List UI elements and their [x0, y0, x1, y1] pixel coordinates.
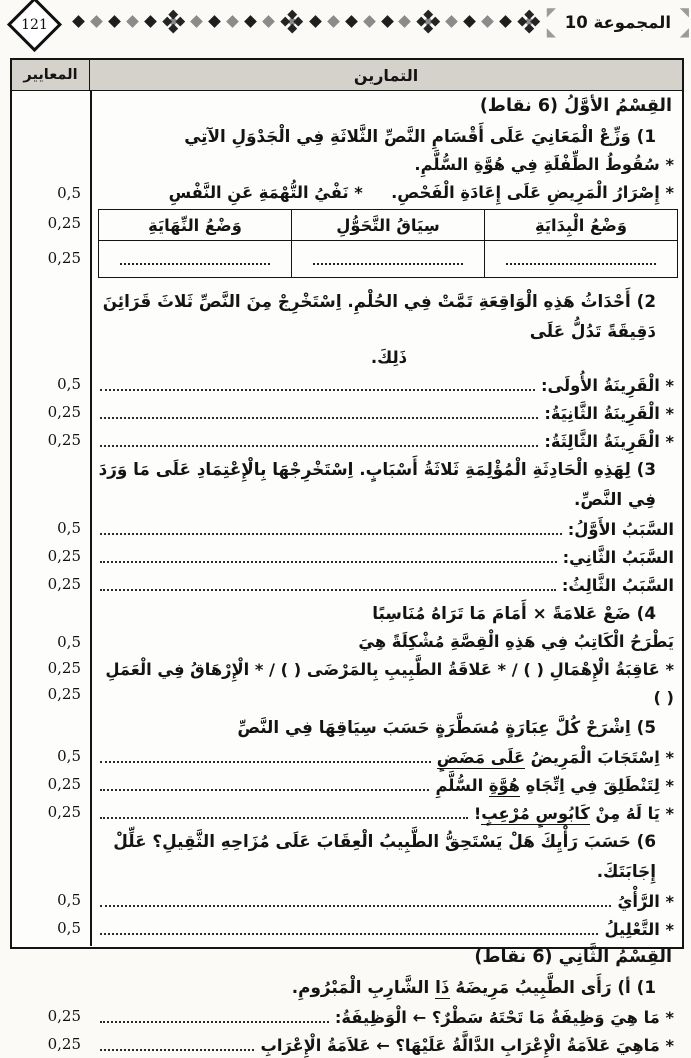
answer-dots	[100, 933, 598, 935]
exercise-line	[90, 742, 682, 770]
diamond-icon	[90, 15, 103, 28]
answer-table-column-header: وَضْعُ النِّهَايَةِ	[99, 210, 292, 241]
criteria-mark-cell	[12, 886, 90, 914]
text-segment: * التَّعْلِيلُ	[604, 920, 674, 939]
line-text	[414, 155, 674, 174]
exercise-line	[90, 286, 682, 346]
diamond-icon	[287, 23, 296, 32]
diamond-icon	[72, 15, 85, 28]
diamond-icon	[191, 15, 204, 28]
line-text	[437, 745, 674, 770]
exercise-line	[90, 1030, 682, 1058]
line-text	[562, 573, 674, 598]
diamond-icon	[381, 15, 394, 28]
text-segment: 6) حَسَبَ رَأْيِكَ هَلْ يَسْتَحِقُّ الطَّبِيبُ الْعِقَابَ عَلَى مُزَاحِهِ الثَّقِيلِ؟ عَلِّلْ إِجَابَتَكَ.	[113, 831, 656, 881]
line-text	[237, 717, 656, 737]
answer-dots	[100, 1021, 329, 1023]
line-text	[358, 632, 674, 651]
line-text	[169, 183, 674, 202]
mark-value: 0,25	[47, 403, 81, 421]
exercise-line	[90, 179, 682, 207]
answer-table-cell	[90, 207, 682, 286]
line-text	[372, 603, 656, 623]
diamond-icon	[424, 23, 433, 32]
criteria-mark-cell	[12, 370, 90, 398]
page-number-badge	[7, 0, 62, 52]
answer-table-header-row	[99, 210, 678, 241]
line-text	[371, 348, 407, 367]
criteria-mark-cell	[12, 972, 90, 1002]
mark-value: 0,25	[47, 249, 81, 267]
exercises-header: التمارين	[353, 65, 419, 85]
exercise-line	[90, 770, 682, 798]
criteria-mark-cell	[12, 628, 90, 656]
criteria-mark-cell	[12, 798, 90, 826]
diamond-icon	[287, 10, 296, 19]
diamond-icon	[399, 15, 412, 28]
diamond-icon	[531, 16, 540, 25]
diamond-icon	[281, 16, 290, 25]
criteria-mark-cell	[12, 121, 90, 151]
exercise-line	[90, 514, 682, 542]
exercise-line	[90, 598, 682, 628]
corner-triangle-icon: ◤	[546, 5, 557, 19]
answer-table-body-row	[99, 241, 678, 278]
exercise-line	[90, 91, 682, 121]
text-segment: ذَلِكَ.	[370, 348, 408, 367]
text-segment: السَّبَبُ الثَّانِي:	[562, 548, 674, 567]
criteria-mark-cell	[12, 346, 90, 370]
answer-dots	[100, 589, 556, 591]
text-segment: * سُقُوطُ الطِّفْلَةِ فِي هُوَّةِ السُّلَّمِ.	[414, 155, 674, 174]
answer-dots	[100, 1049, 254, 1051]
mark-value: 0,5	[57, 747, 81, 765]
exercise-line	[90, 454, 682, 514]
text-segment: السُّلَّمِ	[435, 776, 489, 795]
exercise-line	[90, 1002, 682, 1030]
underlined-phrase: هُوَّةِ	[488, 776, 520, 795]
answer-dots	[100, 445, 538, 447]
line-text	[474, 801, 674, 826]
diamond-icon	[226, 15, 239, 28]
line-text	[541, 373, 674, 398]
line-text	[105, 660, 674, 707]
text-segment: * الْقَرِينَةُ الأُولَى:	[541, 376, 674, 395]
text-segment: 2) أَحْدَاثُ هَذِهِ الْوَاقِعَةِ تَمَّتْ فِي الحُلْمِ. اِسْتَخْرِجْ مِنَ النَّصِّ ثَلاثَ قَرَائِنَ دَقِيقَةً تَدُلُّ عَلَى	[102, 291, 656, 341]
answer-dots	[100, 789, 429, 791]
mark-value: 0,25	[47, 547, 81, 565]
criteria-mark-cell	[12, 542, 90, 570]
diamond-icon	[424, 10, 433, 19]
diamond-cluster-icon	[519, 11, 539, 31]
criteria-mark-cell	[12, 1030, 90, 1058]
diamond-icon	[294, 16, 303, 25]
exercise-line	[90, 798, 682, 826]
exercise-line	[90, 914, 682, 942]
text-segment: * مَا هِيَ وَظِيفَةُ مَا تَحْتَهُ سَطْرٌ؟ ← الْوَظِيفَةُ:	[334, 1008, 674, 1027]
diamond-icon	[430, 16, 439, 25]
line-text	[617, 889, 674, 914]
exercise-line	[90, 826, 682, 886]
diamond-icon	[176, 16, 185, 25]
page-top-decoration	[0, 0, 691, 56]
line-text	[435, 773, 674, 798]
corner-triangle-icon: ◥	[679, 5, 689, 19]
mark-value: 0,25	[47, 214, 81, 232]
diamond-icon	[517, 16, 526, 25]
line-text	[292, 977, 656, 999]
criteria-mark-cell	[12, 91, 90, 121]
underlined-phrase: عَلَى مَضَضٍ	[436, 748, 525, 767]
diamond-icon	[327, 15, 340, 28]
mark-value: 0,25	[47, 659, 81, 677]
answer-table	[98, 209, 678, 278]
criteria-mark-cell	[12, 914, 90, 942]
text-segment: * يَا لَهُ مِنْ	[589, 804, 674, 823]
text-segment: * اِسْتَجَابَ الْمَرِيضُ	[524, 748, 674, 767]
diamond-icon	[169, 23, 178, 32]
criteria-mark-cell	[12, 426, 90, 454]
diamond-icon	[162, 16, 171, 25]
text-segment: القِسْمُ الأوَّلُ (6 نقاط)	[479, 96, 672, 116]
diamond-icon	[244, 15, 257, 28]
diamond-icon	[309, 15, 322, 28]
mark-value: 0,5	[57, 184, 81, 202]
group-label: المجموعة 10	[564, 13, 671, 32]
mark-value: 0,25	[47, 803, 81, 821]
exercise-line	[90, 370, 682, 398]
diamond-band	[74, 9, 539, 33]
exercise-line	[90, 398, 682, 426]
line-text	[544, 429, 674, 454]
table-body	[12, 91, 682, 1055]
exercise-line	[90, 942, 682, 972]
criteria-mark-cell	[12, 151, 90, 179]
criteria-mark-cell	[12, 656, 90, 712]
diamond-icon	[417, 16, 426, 25]
line-text	[184, 126, 656, 146]
criteria-mark-cell	[12, 454, 90, 514]
exercise-line	[90, 656, 682, 712]
answer-dots	[100, 561, 557, 563]
answer-table-column-header: سِيَاقُ التَّحَوُّلِ	[292, 210, 485, 241]
text-segment: 1) وَزِّعْ الْمَعَانِيَ عَلَى أَقْسَامِ النَّصِّ الثَّلاثَةِ فِي الْجَدْوَلِ الآتِي	[184, 126, 656, 146]
exercise-line	[90, 712, 682, 742]
diamond-icon	[208, 15, 221, 28]
text-segment: * عَاقِبَةُ الْإِهْمَالِ ( ) / * عَلاقَةُ الطَّبِيبِ بِالمَرْضَى ( ) / * الْإِرْهَاقُ فِي الْعَمَلِ ( )	[105, 660, 674, 707]
text-segment: الشَّارِبِ الْمَبْرُومِ.	[291, 977, 436, 997]
mark-value: 0,5	[57, 633, 81, 651]
exercise-line	[90, 151, 682, 179]
text-segment: 4) ضَعْ عَلامَةً × أَمَامَ مَا تَرَاهُ مُنَاسِبًا	[372, 603, 656, 623]
diamond-icon	[524, 23, 533, 32]
line-text	[103, 291, 656, 341]
answer-dots	[100, 533, 562, 535]
exercise-line	[90, 886, 682, 914]
criteria-mark-cell	[12, 570, 90, 598]
answer-table-blank-cell	[292, 241, 485, 278]
criteria-mark-cell	[12, 942, 90, 972]
answer-dots	[100, 417, 538, 419]
text-segment: 5) اِشْرَحْ كُلَّ عِبَارَةٍ مُسَطَّرَةٍ حَسَبَ سِيَاقِهَا فِي النَّصِّ	[237, 717, 656, 737]
diamond-icon	[169, 10, 178, 19]
text-segment: 3) لِهَذِهِ الْحَادِثَةِ الْمُؤْلِمَةِ ثَلاثَةُ أَسْبَابٍ. اِسْتَخْرِجْهَا بِالْإِعْتِمَادِ عَلَى مَا وَرَدَ فِي النَّصِّ.	[98, 459, 656, 509]
diamond-cluster-icon	[282, 11, 302, 31]
mark-value: 0,25	[47, 1035, 81, 1053]
criteria-mark-cell	[12, 742, 90, 770]
diamond-icon	[445, 15, 458, 28]
mark-value: 0,25	[47, 685, 81, 703]
text-segment: * مَاهِيَ عَلاَمَةُ الْإِعْرَابِ الدَّالَّةُ عَلَيْهَا؟ ← عَلاَمَةُ الْإِعْرَابِ	[260, 1036, 674, 1055]
text-segment: * الْقَرِينَةُ الثَّانِيَةُ:	[544, 404, 674, 423]
exercise-line	[90, 426, 682, 454]
line-text	[113, 831, 656, 881]
criteria-mark-cell	[12, 826, 90, 886]
diamond-icon	[499, 15, 512, 28]
text-segment: * الْقَرِينَةُ الثَّالِثَةُ:	[544, 432, 674, 451]
text-segment: !	[473, 804, 482, 823]
exercise-line	[90, 570, 682, 598]
exercise-line	[90, 972, 682, 1002]
text-segment: 1) أ) رَأَى الطَّبِيبُ مَرِيضَهُ	[449, 977, 656, 997]
exercise-line	[90, 121, 682, 151]
diamond-cluster-icon	[164, 11, 184, 31]
text-segment: * إِصْرَارُ الْمَرِيضِ عَلَى إِعَادَةِ الْفَحْصِ. * نَفْيُ التُّهْمَةِ عَنِ النَّفْسِ	[168, 183, 674, 202]
diamond-icon	[524, 10, 533, 19]
diamond-icon	[126, 15, 139, 28]
mark-value: 0,5	[57, 891, 81, 909]
text-segment: السَّبَبُ الأَوَّلُ:	[567, 520, 674, 539]
answer-dots	[100, 905, 611, 907]
line-text	[480, 96, 672, 116]
line-text	[604, 917, 674, 942]
page-number: 121	[21, 16, 48, 33]
mark-value: 0,5	[57, 375, 81, 393]
criteria-mark-cell	[12, 598, 90, 628]
criteria-mark-cell	[12, 1002, 90, 1030]
line-text	[563, 545, 674, 570]
mark-value: 0,25	[47, 431, 81, 449]
criteria-header: المعايير	[12, 60, 90, 90]
criteria-mark-cell	[12, 398, 90, 426]
answer-dots	[100, 761, 431, 763]
exercise-rows	[12, 91, 682, 1058]
exercise-line	[90, 542, 682, 570]
diamond-icon	[463, 15, 476, 28]
criteria-mark-cell	[12, 712, 90, 742]
underlined-phrase: ذَا	[435, 977, 450, 997]
mark-value: 0,5	[57, 919, 81, 937]
criteria-mark-cell	[12, 207, 90, 286]
mark-value: 0,5	[57, 519, 81, 537]
answer-dots	[100, 817, 468, 819]
underlined-phrase: كَابُوسٍ مُرْعِبٍ	[481, 804, 590, 823]
answer-dots	[100, 389, 535, 391]
answer-table-blank-cell	[99, 241, 292, 278]
criteria-mark-cell	[12, 179, 90, 207]
line-text	[568, 517, 674, 542]
corner-triangle-icon: ◢	[679, 25, 689, 39]
answer-table-column-header: وَضْعُ الْبِدَايَةِ	[485, 210, 678, 241]
text-segment: القِسْمُ الثَّانِي (6 نقاط)	[474, 947, 672, 967]
answer-dots	[120, 263, 270, 265]
corner-triangle-icon: ◣	[546, 25, 557, 39]
line-text	[260, 1033, 674, 1058]
text-segment: * لِتَنْطَلِقَ فِي اِتِّجَاهِ	[519, 776, 674, 795]
answer-dots	[506, 263, 656, 265]
mark-value: 0,25	[47, 775, 81, 793]
diamond-icon	[144, 15, 157, 28]
diamond-icon	[363, 15, 376, 28]
line-text	[99, 459, 656, 509]
diamond-icon	[345, 15, 358, 28]
criteria-mark-cell	[12, 770, 90, 798]
text-segment: السَّبَبُ الثَّالِثُ:	[561, 576, 674, 595]
line-text	[474, 947, 672, 967]
diamond-icon	[262, 15, 275, 28]
text-segment: * الرَّأْيُ	[617, 892, 674, 911]
diamond-icon	[108, 15, 121, 28]
answer-table-blank-cell	[485, 241, 678, 278]
diamond-icon	[481, 15, 494, 28]
table-header-row	[12, 60, 682, 91]
exercise-table	[10, 58, 684, 1055]
mark-value: 0,25	[47, 1007, 81, 1025]
exercise-line	[90, 346, 682, 370]
criteria-mark-cell	[12, 514, 90, 542]
column-divider	[90, 91, 92, 946]
diamond-cluster-icon	[418, 11, 438, 31]
criteria-mark-cell	[12, 286, 90, 346]
exercise-line	[90, 628, 682, 656]
answer-dots	[313, 263, 463, 265]
mark-value: 0,25	[47, 575, 81, 593]
line-text	[544, 401, 674, 426]
text-segment: يَطْرَحُ الْكَاتِبُ فِي هَذِهِ الْقِصَّةِ مُشْكِلَةً هِيَ	[358, 632, 674, 651]
line-text	[335, 1005, 674, 1030]
group-label-box	[546, 5, 689, 39]
